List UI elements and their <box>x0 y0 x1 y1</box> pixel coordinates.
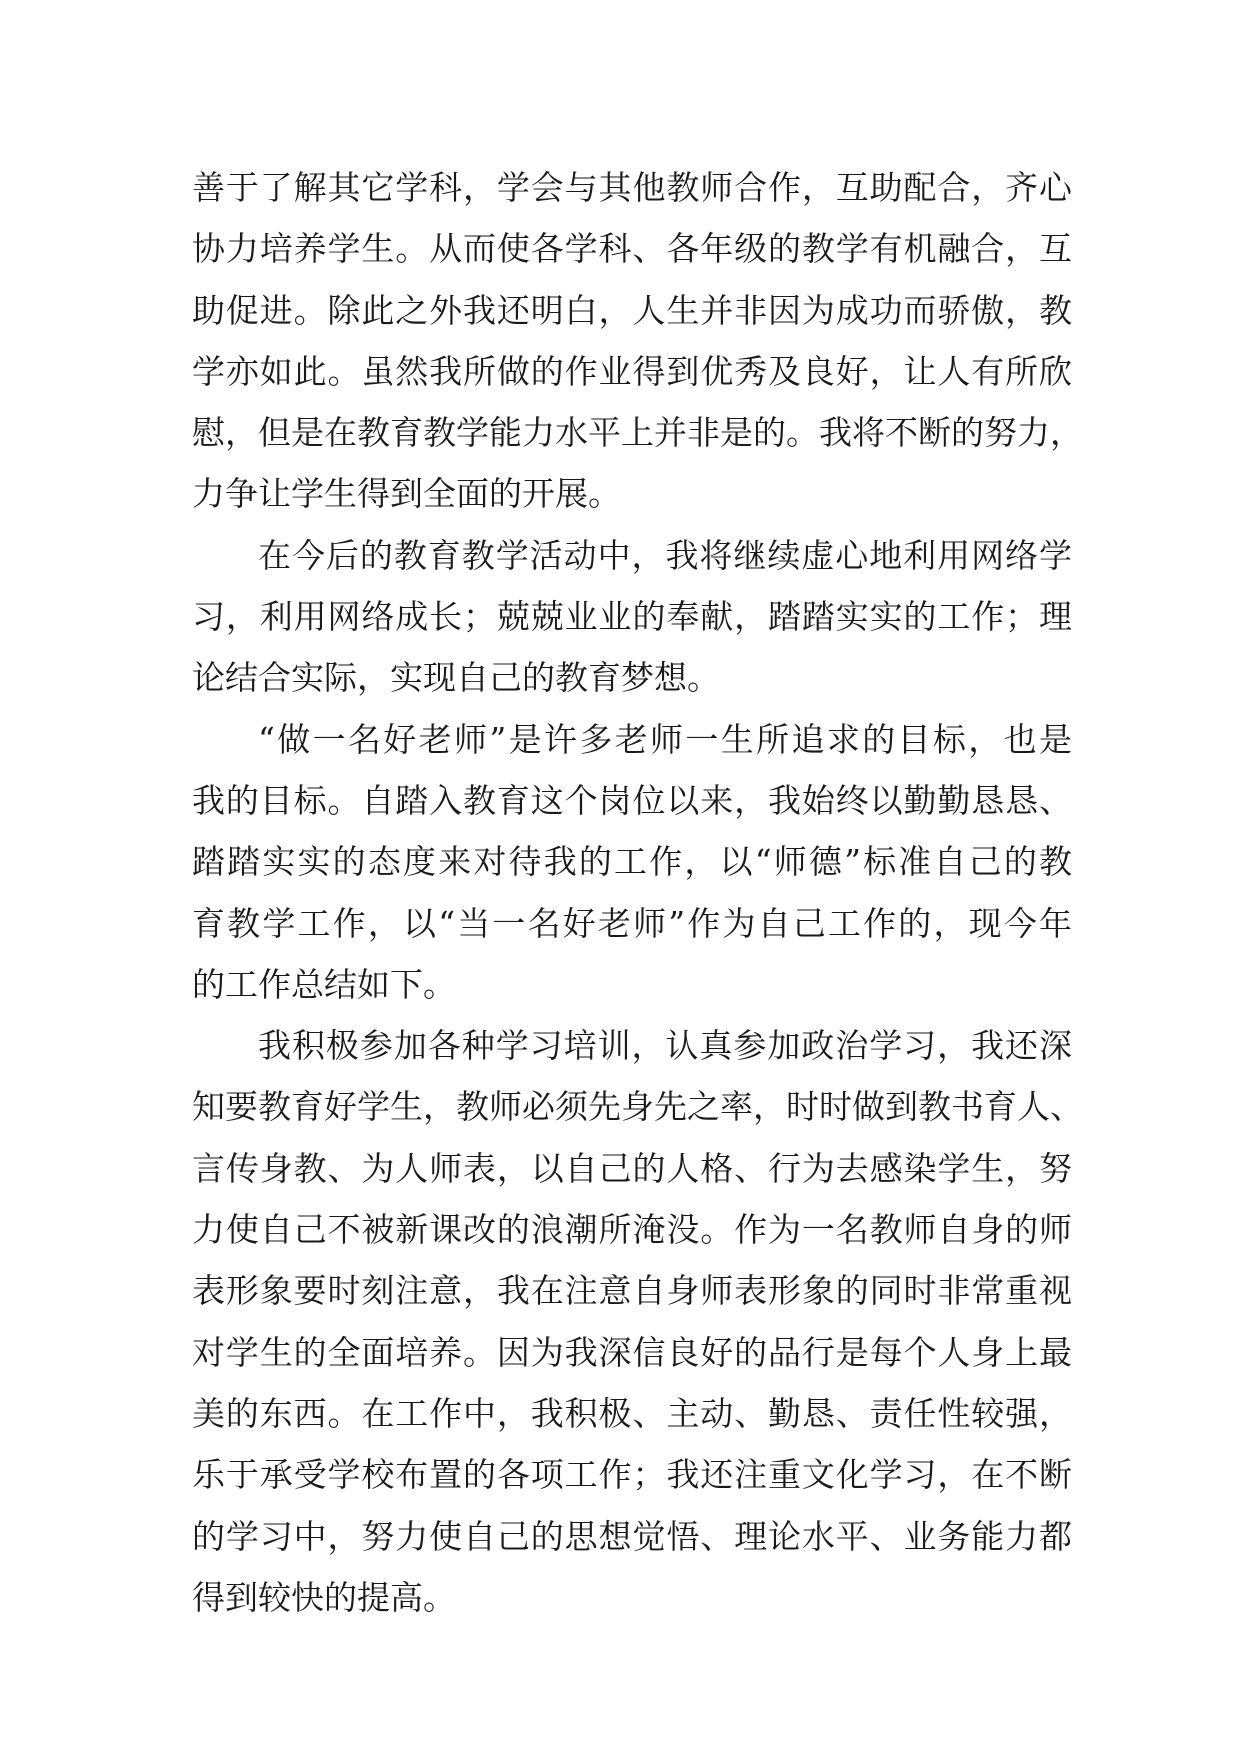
text-line: 言传身教、为人师表，以自己的人格、行为去感染学生，努 <box>192 1148 1072 1188</box>
text-line: 育教学工作，以“当一名好老师”作为自己工作的，现今年 <box>192 903 1072 943</box>
text-line: 得到较快的提高。 <box>192 1577 456 1617</box>
text-line: 的学习中，努力使自己的思想觉悟、理论水平、业务能力都 <box>192 1516 1072 1556</box>
text-line: 慰，但是在教育教学能力水平上并非是的。我将不断的努力， <box>192 413 1083 453</box>
text-line: 力争让学生得到全面的开展。 <box>192 474 621 514</box>
text-line: 对学生的全面培养。因为我深信良好的品行是每个人身上最 <box>192 1332 1072 1372</box>
text-line: 善于了解其它学科，学会与其他教师合作，互助配合，齐心 <box>192 168 1072 207</box>
text-line: 在今后的教育教学活动中，我将继续虚心地利用网络学 <box>258 535 1072 575</box>
text-line: 我积极参加各种学习培训，认真参加政治学习，我还深 <box>258 1026 1072 1066</box>
text-line: 论结合实际，实现自己的教育梦想。 <box>192 658 720 698</box>
text-line: 踏踏实实的态度来对待我的工作，以“师德”标准自己的教 <box>192 842 1072 882</box>
text-line: 美的东西。在工作中，我积极、主动、勤恳、责任性较强， <box>192 1393 1072 1433</box>
text-line: 协力培养学生。从而使各学科、各年级的教学有机融合，互 <box>192 229 1072 269</box>
text-line: 助促进。除此之外我还明白，人生并非因为成功而骄傲，教 <box>192 290 1072 330</box>
text-line: 乐于承受学校布置的各项工作；我还注重文化学习，在不断 <box>192 1455 1072 1495</box>
document-body-text <box>192 157 1083 1628</box>
text-line: 我的目标。自踏入教育这个岗位以来，我始终以勤勤恳恳、 <box>192 780 1072 820</box>
text-line: 学亦如此。虽然我所做的作业得到优秀及良好，让人有所欣 <box>192 351 1072 391</box>
text-line: 的工作总结如下。 <box>192 964 456 1004</box>
text-line: 知要教育好学生，教师必须先身先之率，时时做到教书育人、 <box>192 1087 1083 1127</box>
text-line: 习，利用网络成长；兢兢业业的奉献，踏踏实实的工作；理 <box>192 597 1072 637</box>
text-line: 表形象要时刻注意，我在注意自身师表形象的同时非常重视 <box>192 1271 1072 1311</box>
text-line: 力使自己不被新课改的浪潮所淹没。作为一名教师自身的师 <box>192 1210 1072 1250</box>
text-line: “做一名好老师”是许多老师一生所追求的目标，也是 <box>258 719 1072 759</box>
